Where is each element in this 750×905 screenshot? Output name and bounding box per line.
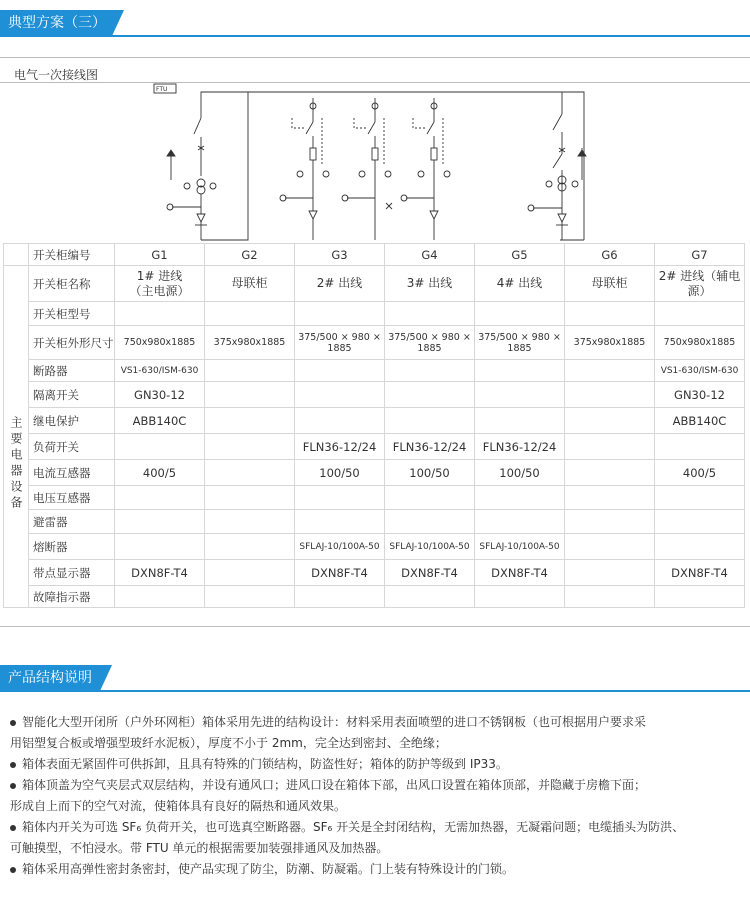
table-cell: G5 [475,244,565,266]
table-cell [385,382,475,408]
feeder-g3 [280,98,329,240]
table-cell [205,560,295,586]
table-cell [205,434,295,460]
diagram-title: 电气一次接线图 [14,68,99,82]
row-label: 断路器 [29,360,115,382]
busbar-main [248,92,584,240]
table-cell [205,382,295,408]
table-cell: G7 [655,244,745,266]
bullet-text: 箱体表面无紧固件可供拆卸，且具有特殊的门锁结构，防盗性好；箱体的防护等级到 IP33。 [22,757,508,771]
table-cell [205,302,295,326]
row-label: 开关柜名称 [29,266,115,302]
table-cell: G1 [115,244,205,266]
table-cell: 750x980x1885 [115,326,205,360]
table-cell [475,360,565,382]
row-label: 电流互感器 [29,460,115,486]
table-cell: DXN8F-T4 [115,560,205,586]
table-cell [385,360,475,382]
table-cell [475,486,565,510]
feeder-g5 [401,98,450,240]
table-cell: 375/500 × 980 × 1885 [385,326,475,360]
table-cell [385,586,475,608]
table-cell [295,486,385,510]
table-cell [115,434,205,460]
table-cell: G3 [295,244,385,266]
busbar-left [201,92,248,240]
table-cell [565,534,655,560]
table-row [4,408,745,434]
table-cell [565,586,655,608]
table-row [4,302,745,326]
table-cell: 400/5 [115,460,205,486]
table-cell [655,510,745,534]
table-row [4,244,745,266]
table-cell: G6 [565,244,655,266]
bullet-item [10,712,740,754]
table-cell [295,302,385,326]
table-cell [295,408,385,434]
table-cell [205,360,295,382]
table-cell: FLN36-12/24 [475,434,565,460]
table-row [4,266,745,302]
table-cell [115,534,205,560]
section-header-product-structure [0,659,750,695]
bullet-item [10,859,740,880]
table-cell: 母联柜 [205,266,295,302]
table-cell [565,560,655,586]
bullet-text: 智能化大型开闭所（户外环网柜）箱体采用先进的结构设计：材料采用表面喷塑的进口不锈钢板（也可根据用户要求采 [22,715,647,729]
table-row [4,382,745,408]
side-label: 主要电器设备 [4,266,29,608]
table-cell: 100/50 [295,460,385,486]
divider [0,57,750,58]
table-cell: 2# 进线（辅电源） [655,266,745,302]
table-cell: 母联柜 [565,266,655,302]
bullet-text: 可触摸型，不怕浸水。带 FTU 单元的根据需要加装强排通风及加热器。 [10,841,389,855]
row-label: 电压互感器 [29,486,115,510]
table-cell: DXN8F-T4 [385,560,475,586]
bullet-item [10,754,740,775]
table-cell: DXN8F-T4 [655,560,745,586]
table-cell: SFLAJ-10/100A-50 [385,534,475,560]
table-cell [475,382,565,408]
bullet-item [10,817,740,859]
table-cell [295,360,385,382]
table-cell [205,534,295,560]
table-cell [655,302,745,326]
section-rule [0,690,750,692]
table-row [4,460,745,486]
table-cell [565,302,655,326]
table-cell: 4# 出线 [475,266,565,302]
table-cell [205,586,295,608]
table-cell: SFLAJ-10/100A-50 [475,534,565,560]
bullet-item [10,775,740,817]
bullet-text: 用铝塑复合板或增强型玻纤水泥板），厚度不小于 2mm，完全达到密封、全绝缘； [10,736,447,750]
table-cell [655,486,745,510]
table-cell [295,510,385,534]
table-row [4,510,745,534]
bullet-text: 箱体内开关为可选 SF₆ 负荷开关，也可选真空断路器。SF₆ 开关是全封闭结构，无需加热器，无凝霜问题；电缆插头为防洪、 [22,820,685,834]
row-label: 继电保护 [29,408,115,434]
table-cell: GN30-12 [655,382,745,408]
section-rule [0,35,750,37]
feeder-g1 [167,95,216,240]
table-cell: DXN8F-T4 [475,560,565,586]
table-cell [565,408,655,434]
table-cell [565,510,655,534]
table-cell [205,408,295,434]
row-label: 开关柜型号 [29,302,115,326]
table-cell [565,434,655,460]
table-cell: SFLAJ-10/100A-50 [295,534,385,560]
structure-description-list [10,712,740,880]
table-cell: 1# 进线 （主电源） [115,266,205,302]
table-row [4,534,745,560]
row-label: 开关柜外形尺寸 [29,326,115,360]
single-line-diagram [0,78,750,248]
table-cell [115,510,205,534]
table-cell [205,486,295,510]
table-cell [385,302,475,326]
table-row [4,326,745,360]
table-cell [475,510,565,534]
table-cell: VS1-630/ISM-630 [655,360,745,382]
table-cell: 375x980x1885 [205,326,295,360]
table-cell [115,486,205,510]
table-cell [565,460,655,486]
table-row [4,560,745,586]
row-label: 开关柜编号 [29,244,115,266]
table-cell: 100/50 [385,460,475,486]
table-cell [565,382,655,408]
table-cell: FLN36-12/24 [295,434,385,460]
table-cell [205,510,295,534]
table-cell: 400/5 [655,460,745,486]
section-header-typical-scheme [0,4,750,40]
table-cell [655,434,745,460]
row-label: 故障指示器 [29,586,115,608]
table-cell: 375/500 × 980 × 1885 [295,326,385,360]
table-row [4,434,745,460]
feeder-g4 [342,98,392,240]
table-cell: GN30-12 [115,382,205,408]
table-cell [565,486,655,510]
table-cell [385,408,475,434]
table-row [4,360,745,382]
table-cell: DXN8F-T4 [295,560,385,586]
table-cell [205,460,295,486]
table-cell [115,586,205,608]
table-cell [655,586,745,608]
bullet-text: 箱体顶盖为空气夹层式双层结构，并设有通风口；进风口设在箱体下部，出风口设置在箱体顶部，并隐藏于房檐下面； [22,778,647,792]
table-cell: 375/500 × 980 × 1885 [475,326,565,360]
table-cell [295,382,385,408]
table-cell: VS1-630/ISM-630 [115,360,205,382]
table-row [4,486,745,510]
table-cell: ABB140C [115,408,205,434]
table-cell: FLN36-12/24 [385,434,475,460]
table-cell [655,534,745,560]
table-cell: 3# 出线 [385,266,475,302]
row-label: 隔离开关 [29,382,115,408]
table-cell [385,486,475,510]
bullet-text: 箱体采用高弹性密封条密封，使产品实现了防尘，防潮、防凝霜。门上装有特殊设计的门锁。 [22,862,515,876]
table-cell [295,586,385,608]
table-cell [475,586,565,608]
table-cell: 375x980x1885 [565,326,655,360]
table-cell [115,302,205,326]
bullet-text: 形成自上而下的空气对流，使箱体具有良好的隔热和通风效果。 [10,799,347,813]
table-cell [475,408,565,434]
section-title: 产品结构说明 [0,665,100,691]
ftu-label: FTU [156,86,168,93]
feeder-g7 [528,92,586,240]
row-label: 负荷开关 [29,434,115,460]
table-cell: ABB140C [655,408,745,434]
table-cell [385,510,475,534]
table-cell: 100/50 [475,460,565,486]
table-cell [565,360,655,382]
table-cell: G4 [385,244,475,266]
table-cell: 2# 出线 [295,266,385,302]
divider [0,626,750,627]
equipment-table [3,243,745,608]
table-row [4,586,745,608]
row-label: 带点显示器 [29,560,115,586]
row-label: 熔断器 [29,534,115,560]
section-title: 典型方案（三） [0,10,112,36]
table-cell: G2 [205,244,295,266]
row-label: 避雷器 [29,510,115,534]
table-cell [475,302,565,326]
table-cell: 750x980x1885 [655,326,745,360]
